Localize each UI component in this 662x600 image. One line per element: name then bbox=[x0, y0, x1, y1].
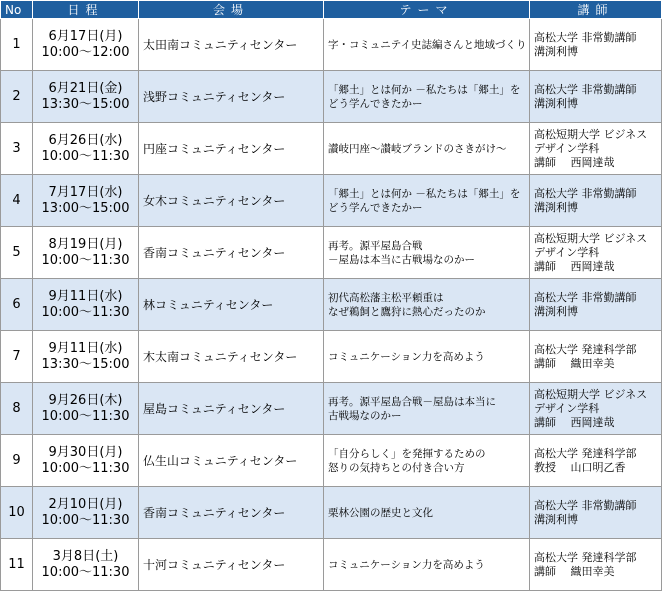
row-time: 13:00～15:00 bbox=[41, 200, 130, 216]
row-lecturer-line: 講師 西岡達哉 bbox=[534, 415, 615, 429]
row-number: 3 bbox=[1, 123, 33, 175]
row-venue: 太田南コミュニティセンター bbox=[139, 19, 324, 71]
table-row bbox=[1, 539, 662, 591]
row-lecturer-line: 高松短期大学 ビジネス bbox=[534, 231, 648, 245]
row-lecturer-cell bbox=[530, 175, 662, 227]
row-lecturer-cell bbox=[530, 123, 662, 175]
row-lecturer-line: デザイン学科 bbox=[534, 141, 600, 155]
row-venue: 木太南コミュニティセンター bbox=[139, 331, 324, 383]
table-row bbox=[1, 279, 662, 331]
row-time: 13:30～15:00 bbox=[41, 96, 130, 112]
table-row bbox=[1, 487, 662, 539]
row-date-cell bbox=[33, 539, 139, 591]
table-row bbox=[1, 435, 662, 487]
table-row bbox=[1, 71, 662, 123]
row-theme-line: 「郷土」とは何か －私たちは「郷土」を bbox=[328, 187, 521, 200]
row-date-cell bbox=[33, 175, 139, 227]
row-date: 6月17日(月) bbox=[48, 28, 123, 44]
row-theme-line: 栗林公園の歴史と文化 bbox=[328, 506, 433, 519]
row-venue: 仏生山コミュニティセンター bbox=[139, 435, 324, 487]
row-theme-line: －屋島は本当に古戦場なのかー bbox=[328, 253, 475, 266]
table-row bbox=[1, 19, 662, 71]
row-date: 9月11日(水) bbox=[48, 340, 123, 356]
row-lecturer-line: 教授 山口明乙香 bbox=[534, 460, 626, 474]
row-date-cell bbox=[33, 435, 139, 487]
row-time: 10:00～11:30 bbox=[41, 252, 130, 268]
row-theme-cell bbox=[324, 19, 530, 71]
header-theme: テーマ bbox=[324, 1, 530, 19]
row-date-cell bbox=[33, 383, 139, 435]
row-lecturer-line: 高松短期大学 ビジネス bbox=[534, 387, 648, 401]
row-theme-line: 初代高松藩主松平頼重は bbox=[328, 291, 444, 304]
row-number: 10 bbox=[1, 487, 33, 539]
row-date: 6月21日(金) bbox=[48, 80, 123, 96]
row-theme-cell bbox=[324, 71, 530, 123]
row-date-cell bbox=[33, 123, 139, 175]
row-lecturer-line: 溝渕利博 bbox=[534, 44, 578, 58]
row-lecturer-line: 溝渕利博 bbox=[534, 200, 578, 214]
row-theme-cell bbox=[324, 279, 530, 331]
row-number: 8 bbox=[1, 383, 33, 435]
row-lecturer-cell bbox=[530, 435, 662, 487]
row-date-cell bbox=[33, 19, 139, 71]
row-lecturer-line: 講師 西岡達哉 bbox=[534, 155, 615, 169]
row-lecturer-cell bbox=[530, 539, 662, 591]
row-number: 2 bbox=[1, 71, 33, 123]
row-lecturer-cell bbox=[530, 487, 662, 539]
row-lecturer-line: 高松大学 発達科学部 bbox=[534, 342, 637, 356]
table-row bbox=[1, 383, 662, 435]
row-lecturer-line: 高松大学 発達科学部 bbox=[534, 446, 637, 460]
row-lecturer-line: 高松大学 発達科学部 bbox=[534, 550, 637, 564]
row-number: 7 bbox=[1, 331, 33, 383]
row-number: 6 bbox=[1, 279, 33, 331]
row-venue: 浅野コミュニティセンター bbox=[139, 71, 324, 123]
row-lecturer-line: 高松大学 非常勤講師 bbox=[534, 82, 637, 96]
row-time: 10:00～11:30 bbox=[41, 512, 130, 528]
row-theme-line: 「郷土」とは何か －私たちは「郷土」を bbox=[328, 83, 521, 96]
row-theme-line: コミュニケーション力を高めよう bbox=[328, 350, 485, 363]
header-lecturer: 講師 bbox=[530, 1, 662, 19]
table-row bbox=[1, 123, 662, 175]
row-lecturer-cell bbox=[530, 71, 662, 123]
row-theme-line: 怒りの気持ちとの付き合い方 bbox=[328, 461, 465, 474]
row-theme-line: 讃岐円座～讃岐ブランドのさきがけ～ bbox=[328, 142, 507, 155]
row-lecturer-cell bbox=[530, 383, 662, 435]
row-lecturer-cell bbox=[530, 331, 662, 383]
row-lecturer-line: 溝渕利博 bbox=[534, 304, 578, 318]
header-row bbox=[1, 1, 662, 19]
row-lecturer-line: 講師 織田幸美 bbox=[534, 564, 615, 578]
row-lecturer-line: 溝渕利博 bbox=[534, 512, 578, 526]
row-number: 4 bbox=[1, 175, 33, 227]
row-lecturer-line: デザイン学科 bbox=[534, 245, 600, 259]
row-theme-line: 古戦場なのかー bbox=[328, 409, 402, 422]
row-theme-cell bbox=[324, 331, 530, 383]
row-date: 9月30日(月) bbox=[48, 444, 123, 460]
header-date: 日程 bbox=[33, 1, 139, 19]
row-date: 9月11日(水) bbox=[48, 288, 123, 304]
row-venue: 香南コミュニティセンター bbox=[139, 227, 324, 279]
row-theme-cell bbox=[324, 435, 530, 487]
row-number: 11 bbox=[1, 539, 33, 591]
table-row bbox=[1, 227, 662, 279]
row-venue: 円座コミュニティセンター bbox=[139, 123, 324, 175]
row-theme-cell bbox=[324, 227, 530, 279]
row-time: 10:00～11:30 bbox=[41, 408, 130, 424]
row-venue: 林コミュニティセンター bbox=[139, 279, 324, 331]
row-venue: 十河コミュニティセンター bbox=[139, 539, 324, 591]
row-lecturer-line: 講師 織田幸美 bbox=[534, 356, 615, 370]
row-number: 1 bbox=[1, 19, 33, 71]
row-time: 10:00～12:00 bbox=[41, 44, 130, 60]
row-lecturer-line: 溝渕利博 bbox=[534, 96, 578, 110]
table-row bbox=[1, 331, 662, 383]
row-date-cell bbox=[33, 279, 139, 331]
row-date: 7月17日(水) bbox=[48, 184, 123, 200]
row-date-cell bbox=[33, 227, 139, 279]
row-lecturer-cell bbox=[530, 279, 662, 331]
row-lecturer-line: 高松大学 非常勤講師 bbox=[534, 498, 637, 512]
row-theme-cell bbox=[324, 175, 530, 227]
row-theme-cell bbox=[324, 383, 530, 435]
row-time: 10:00～11:30 bbox=[41, 564, 130, 580]
row-date-cell bbox=[33, 71, 139, 123]
row-lecturer-line: 高松大学 非常勤講師 bbox=[534, 30, 637, 44]
row-time: 13:30～15:00 bbox=[41, 356, 130, 372]
row-theme-cell bbox=[324, 123, 530, 175]
row-theme-cell bbox=[324, 539, 530, 591]
row-date: 6月26日(水) bbox=[48, 132, 123, 148]
row-number: 9 bbox=[1, 435, 33, 487]
row-date: 9月26日(木) bbox=[48, 392, 123, 408]
row-number: 5 bbox=[1, 227, 33, 279]
row-theme-line: 字・コミュニテイ史誌編さんと地域づくり bbox=[328, 38, 527, 51]
row-venue: 女木コミュニティセンター bbox=[139, 175, 324, 227]
row-time: 10:00～11:30 bbox=[41, 304, 130, 320]
row-theme-line: 再考。源平屋島合戦 bbox=[328, 239, 423, 252]
table-row bbox=[1, 175, 662, 227]
row-theme-line: どう学んできたかー bbox=[328, 97, 423, 110]
row-time: 10:00～11:30 bbox=[41, 148, 130, 164]
header-venue: 会場 bbox=[139, 1, 324, 19]
row-lecturer-line: 講師 西岡達哉 bbox=[534, 259, 615, 273]
row-venue: 香南コミュニティセンター bbox=[139, 487, 324, 539]
row-lecturer-cell bbox=[530, 227, 662, 279]
row-theme-line: 「自分らしく」を発揮するための bbox=[328, 447, 486, 460]
row-lecturer-line: デザイン学科 bbox=[534, 401, 600, 415]
row-theme-cell bbox=[324, 487, 530, 539]
row-date: 2月10日(月) bbox=[48, 496, 123, 512]
row-lecturer-line: 高松大学 非常勤講師 bbox=[534, 290, 637, 304]
row-theme-line: 再考。源平屋島合戦－屋島は本当に bbox=[328, 395, 496, 408]
row-theme-line: どう学んできたかー bbox=[328, 201, 423, 214]
row-lecturer-cell bbox=[530, 19, 662, 71]
row-date: 3月8日(土) bbox=[52, 548, 119, 564]
row-date-cell bbox=[33, 331, 139, 383]
row-date-cell bbox=[33, 487, 139, 539]
row-lecturer-line: 高松大学 非常勤講師 bbox=[534, 186, 637, 200]
row-theme-line: なぜ鵜飼と鷹狩に熱心だったのか bbox=[328, 305, 486, 318]
row-theme-line: コミュニケーション力を高めよう bbox=[328, 558, 485, 571]
header-no: No bbox=[1, 1, 33, 19]
row-venue: 屋島コミュニティセンター bbox=[139, 383, 324, 435]
row-lecturer-line: 高松短期大学 ビジネス bbox=[534, 127, 648, 141]
row-time: 10:00～11:30 bbox=[41, 460, 130, 476]
row-date: 8月19日(月) bbox=[48, 236, 123, 252]
